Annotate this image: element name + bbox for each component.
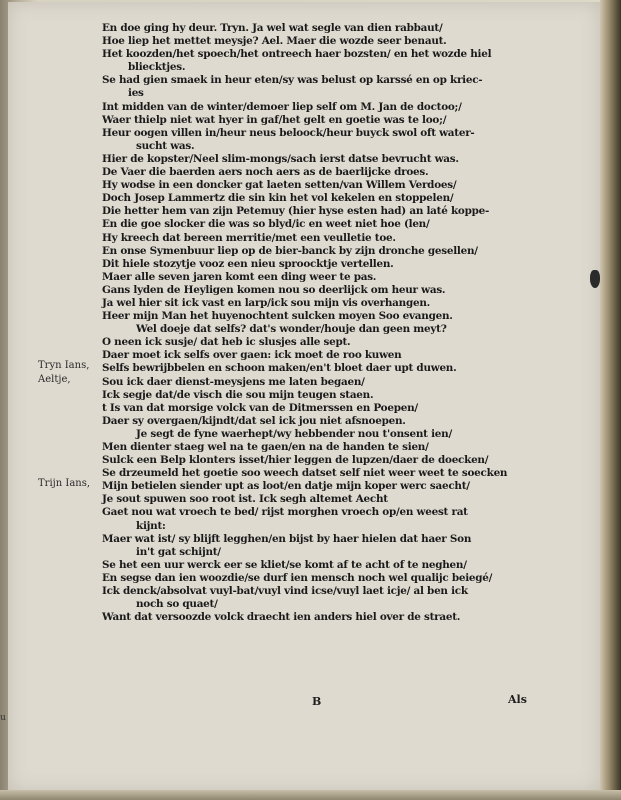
ink-stain <box>590 270 600 288</box>
verse-line: Mijn betielen siender upt as loot/en datje mijn koper werc saecht/ <box>102 480 470 493</box>
verse-line: Ick segje dat/de visch die sou mijn teugen staen. <box>102 388 374 401</box>
verse-line: Waer thielp niet wat hyer in gaf/het gelt en goetie was te loo;/ <box>102 113 447 126</box>
signature-mark: B <box>312 695 322 708</box>
speaker-label-tryn: Tryn Ians, <box>38 360 90 371</box>
verse-line: Het koozden/het spoech/het ontreech haer bozsten/ en het wozde hiel <box>102 48 492 61</box>
verse-line: Sulck een Belp klonters isset/hier leggen de lupzen/daer de doecken/ <box>102 454 489 467</box>
verse-line: Ja wel hier sit ick vast en larp/ick sou mijn vis overhangen. <box>102 296 430 309</box>
verse-line: Daer sy overgaen/kijndt/dat sel ick jou niet afsnoepen. <box>102 414 406 427</box>
verse-line: En die goe slocker die was so blyd/ic en weet niet hoe (len/ <box>102 218 430 231</box>
page-edge-bottom <box>0 790 621 800</box>
verse-line: Wel doeje dat selfs? dat's wonder/houje dan geen meyt? <box>136 323 447 336</box>
verse-line: bliecktjes. <box>128 61 186 74</box>
verse-line: Sou ick daer dienst-meysjens me laten begaen/ <box>102 375 365 388</box>
verse-line: Heer mijn Man het huyenochtent sulcken moyen Soo evangen. <box>102 310 453 323</box>
verse-line: in't gat schijnt/ <box>136 545 221 558</box>
verse-line: Heur oogen villen in/heur neus beloock/heur buyck swol oft water- <box>102 126 475 139</box>
verse-line: Selfs bewrijbbelen en schoon maken/en't bloet daer upt duwen. <box>102 362 457 375</box>
margin-mark: u <box>0 713 6 723</box>
verse-line: Se drzeumeld het goetie soo weech datset self niet weer weet te soecken <box>102 467 508 480</box>
verse-line: sucht was. <box>136 139 195 152</box>
verse-line: Se het een uur werck eer se kliet/se komt af te acht of te neghen/ <box>102 558 467 571</box>
verse-line: noch so quaet/ <box>136 598 218 611</box>
verse-line: Je sout spuwen soo root ist. Ick segh altemet Aecht <box>102 493 388 506</box>
verse-line: Int midden van de winter/demoer liep self om M. Jan de doctoo;/ <box>102 100 462 113</box>
verse-line: Hoe liep het mettet meysje? Ael. Maer die wozde seer benaut. <box>102 35 447 48</box>
verse-line: Hy kreech dat bereen merritie/met een veulletie toe. <box>102 231 396 244</box>
verse-line: O neen ick susje/ dat heb ic slusjes alle sept. <box>102 336 351 349</box>
verse-line: Maer wat ist/ sy blijft legghen/en bijst by haer hielen dat haer Son <box>102 532 472 545</box>
verse-line: De Vaer die baerden aers noch aers as de baerlijcke droes. <box>102 166 429 179</box>
verse-line: ies <box>128 87 144 100</box>
verse-line: Hier de kopster/Neel slim-mongs/sach ierst datse bevrucht was. <box>102 152 459 165</box>
verse-line: Doch Josep Lammertz die sin kin het vol kekelen en stoppelen/ <box>102 192 454 205</box>
verse-line: Je segt de fyne waerhept/wy hebbender nou t'onsent ien/ <box>136 427 453 440</box>
verse-line: Hy wodse in een doncker gat laeten setten/van Willem Verdoes/ <box>102 179 457 192</box>
verse-text-block <box>102 22 522 624</box>
verse-line: En doe ging hy deur. Tryn. Ja wel wat segle van dien rabbaut/ <box>102 22 443 34</box>
verse-line: Se had gien smaek in heur eten/sy was belust op karssé en op kriec- <box>102 74 483 87</box>
catchword: Als <box>508 693 527 706</box>
verse-line: Die hetter hem van zijn Petemuy (hier hyse esten had) an laté koppe- <box>102 205 490 218</box>
verse-line: Daer moet ick selfs over gaen: ick moet de roo kuwen <box>102 349 402 362</box>
verse-line: Ick denck/absolvat vuyl-bat/vuyl vind icse/vuyl laet icje/ al ben ick <box>102 585 468 598</box>
verse-line: kijnt: <box>136 519 166 532</box>
speaker-label-trijn: Trijn Ians, <box>38 478 91 489</box>
verse-line: En segse dan ien woozdie/se durf ien mensch noch wel qualijc beiegé/ <box>102 571 493 584</box>
page-edge-right <box>600 0 621 800</box>
verse-line: Men dienter staeg wel na te gaen/en na de handen te sien/ <box>102 441 429 453</box>
verse-line: Want dat versoozde volck draecht ien anders hiel over de straet. <box>102 611 461 624</box>
speaker-label-aeltje: Aeltje, <box>38 374 71 385</box>
verse-line: t Is van dat morsige volck van de Ditmerssen en Poepen/ <box>102 401 418 414</box>
verse-line: En onse Symenbuur liep op de bier-banck by zijn dronche gesellen/ <box>102 244 478 257</box>
verse-line: Dit hiele stozytje vooz een nieu sproocktje vertellen. <box>102 257 394 270</box>
verse-line: Gaet nou wat vroech te bed/ rijst morghen vroech op/en weest rat <box>102 506 468 519</box>
verse-line: Maer alle seven jaren komt een ding weer te pas. <box>102 270 377 283</box>
verse-line: Gans lyden de Heyligen komen nou so deerlijck om heur was. <box>102 283 446 296</box>
